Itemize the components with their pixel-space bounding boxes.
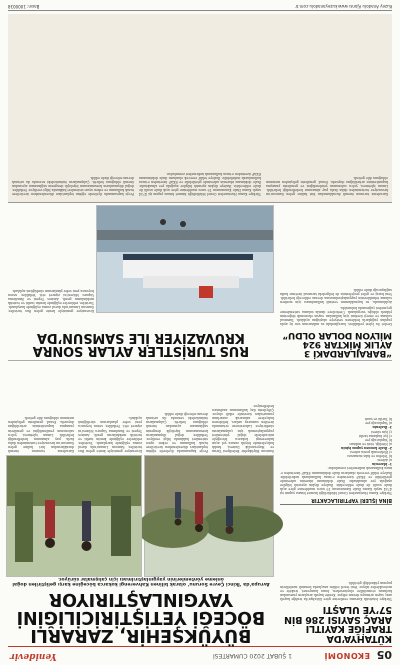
info-box-col-2: Türkiye Kamu Hastaneleri Genel Müdürlüğü hizmet binası yapım işi 4734 sayılı Kamu İhale Kanununun 19 uncu maddesine göre açık ihale usulü ile ihale edilecektir. İhaleye ilişkin ayrıntılı bilgiler aşağıda yer almaktadır. İhale dokümanı idarenin adresinde görülebilir ve EKAP üzerinden e-imza kullanılarak indirilebilir. İhaleye teklif verecek olanların ihale dokümanını EKAP üzerinden e-imza kullanarak indirmeleri zorunludur. [139, 171, 261, 196]
notice-line-11: a) Yapılacağı yer [365, 421, 392, 426]
notice-line-1: 1- İdarenin [372, 462, 392, 467]
ship-headline: RUS TURİSTLER AYLAR SONRA KRUVAZİYER İLE SAMSUN’DA [32, 329, 250, 358]
section-title: EKONOMİ [323, 651, 370, 660]
tender-notice [280, 364, 392, 505]
ship-story-header [8, 317, 274, 357]
traffic-headline: KÜTAHYA’DA TRAFİĞE KAYITLI ARAÇ SAYISI 286 BİN 57’YE ULAŞTI [284, 603, 392, 644]
main-article-col-1: Samsun Büyükşehir Belediyesi Tarım ve Hayvancılık Dairesi, fındık bahçelerinde büyük zarara yol açan kahverengi kokarca böceğiyle mücadelede doğal yöntemleri yaygınlaştırmak için çalışmalarını sürdürüyor. Laboratuvar ortamında üretilen samuray arıları, belirlenen bahçelere salınarak zararlının yumurtaları üzerinde etkili oluyor. Çiftçilerin ilaç kullanımını azaltması hedefleniyor. [212, 403, 274, 453]
info-box-col-3: Proje kapsamında ilçelerde eğitim toplantıları düzenlenirken üreticilere tuzak kullanımı ve erken uyarı sistemleri hakkında bilgi veriliyor. Yetkililer, doğal düşmanların korunmasının biyolojik dengenin sağlanması açısından önemli olduğunu belirtti. Çalışmaların önümüzdeki sezonda da artarak devam edeceği ifade edildi. [12, 175, 134, 196]
notice-line-8: c) İşe başlama tarihi [358, 433, 392, 438]
cruise-ship-photo [97, 206, 273, 312]
notice-line-6: a) Niteliği, türü ve miktarı [349, 441, 392, 446]
notice-line-2: a) Adresi [377, 458, 392, 463]
page-number: 05 [376, 648, 392, 661]
notice-body: Türkiye Kamu Hastaneleri Genel Müdürlüğü hizmet binası yapım işi 4734 sayılı Kamu İhale Kanununun 19 uncu maddesine göre açık ihale usulü ile ihale edilecektir. İhaleye ilişkin ayrıntılı bilgiler aşağıda yer almaktadır. İhale dokümanı idarenin adresinde görülebilir ve EKAP üzerinden e-imza kullanılarak indirilebilir. İhaleye teklif verecek olanların ihale dokümanını EKAP üzerinden e-imza kullanarak indirmeleri zorunludur. [280, 466, 392, 495]
info-box [8, 14, 392, 203]
baraj-body-1: Devlet Su İşleri yetkilileri, barajlardaki su miktarının son üç ayda yapılan yağışlarla beklenen seviyeye ulaştığını açıkladı. Tarımsal sulama ve enerji üretimi için kullanılan suyun ekonomik değerinin yüksek olduğu vurgulandı. Üreticilere damla sulama sistemlerine geçmeleri çağrısında bulunuldu. [280, 306, 392, 327]
notice-line-4: c) Elektronik posta adresi [350, 450, 392, 455]
footer-credit: Kuzey Anadolu Ajansı www.kuzeyanadolu.com.tr [295, 4, 392, 9]
greenhouse-photo [7, 456, 141, 576]
page-footer [8, 2, 392, 11]
main-headline: BÜYÜKŞEHİR, ZARARLI BÖCEĞİ YETİŞTİRİCİLİĞİNİ YAYGINLAŞTIRIYOR [16, 589, 266, 645]
field-workers-photo [145, 456, 273, 576]
info-box-col-1: Karadeniz turunun önemli duraklarından biri haline gelen Samsun’un kruvaziyer turizminden daha fazla pay almasının hedeflendiği belirtildi. Liman işletmesi, yolcu salonunun yenilendiğini ve gemilerin yanaşma kapasitesinin artırıldığını duyurdu. Esnaf, gemilerin gelişinden memnun olduğunu dile getirdi. [266, 175, 388, 196]
page-header [8, 646, 392, 661]
notice-line-9: ç) İşin süresi [371, 429, 392, 434]
newspaper-logo: Yenidevir [10, 651, 57, 661]
main-lead: Avrupa’da ‘İkinci Çevre Sorunu’ olarak bilinen Kahverengi kokarca böceğine karşı geliştirilen doğal önleme yöntemlerinin yaygınlaştırılması için çalışmalar sürüyor. [12, 576, 270, 587]
issue-date: 1 ŞUBAT 2020 CUMARTESİ [212, 652, 292, 659]
main-article-col-3: Kruvaziyer gemisiyle kente gelen Rus turistler, Samsun Limanı’nda davul zurna eşliğinde karşılandı. Turistler, rehberler eşliğinde kentin tarihi ve turistik mekânlarını gezdi, Amisos Tepesi ve Bandırma Vapuru Müzesi’ni ziyaret etti. Yetkililer, sezon boyunca yeni sefer planlarının sürdüğünü açıkladı. [78, 416, 142, 453]
ship-article-col: Kruvaziyer gemisiyle kente gelen Rus turistler, Samsun Limanı’nda davul zurna eşliğinde karşılandı. Turistler, rehberler eşliğinde kentin tarihi ve turistik mekânlarını gezdi, Amisos Tepesi ve Bandırma Vapuru Müzesi’ni ziyaret etti. Yetkililer, sezon boyunca yeni sefer planlarının sürdüğünü açıkladı. [8, 288, 94, 313]
notice-line-3: b) Telefon ve faks numarası [347, 454, 392, 459]
main-photo-2 [6, 455, 142, 577]
notice-line-12: b) Tarihi ve saati [364, 417, 392, 422]
footer-code: Basın: 1000038 [8, 4, 40, 9]
baraj-body-2: Açıklamada, su kaynaklarının verimli kullanılması için modern sulama tekniklerinin yaygınlaştırılmasına devam edileceği belirtildi. Yeni baraj ve gölet projelerinin de bölgedeki tarımsal üretime katkı sağlayacağı ifade edildi. [280, 287, 392, 305]
section-divider [8, 360, 392, 361]
main-article-col-2: Proje kapsamında ilçelerde eğitim toplantıları düzenlenirken üreticilere tuzak kullanımı ve erken uyarı sistemleri hakkında bilgi veriliyor. Yetkililer, doğal düşmanların korunmasının biyolojik dengenin sağlanması açısından önemli olduğunu belirtti. Çalışmaların önümüzdeki sezonda da artarak devam edeceği ifade edildi. [146, 412, 208, 453]
baraj-story [280, 207, 392, 357]
ship-photo [96, 205, 274, 313]
traffic-story [280, 507, 392, 643]
baraj-headline: “BARAJLARDAKİ 3 AYLIK MİKTAR 924 MİLYON DOLAR OLDU” [282, 329, 392, 358]
notice-title: BİNA İŞLERİ YAPTIRILACAKTIR [311, 497, 392, 502]
traffic-body: Türkiye İstatistik Kurumu verilerine göre Kütahya’da trafiğe kayıtlı araç sayısı artmaya devam ediyor. Kentte kayıtlı araçların yarısından fazlasını otomobiller oluştururken, bunu kamyonet, traktör ve motosikletler izliyor. Yeni tescil edilen araçlarda benzinli modellerin payının yükseldiği görüldü. [280, 580, 392, 602]
main-story-header [8, 576, 274, 645]
main-article-col-4: Karadeniz turunun önemli duraklarından biri haline gelen Samsun’un kruvaziyer turizminden daha fazla pay almasının hedeflendiği belirtildi. Liman işletmesi, yolcu salonunun yenilendiğini ve gemilerin yanaşma kapasitesinin artırıldığını duyurdu. Esnaf, gemilerin gelişinden memnun olduğunu dile getirdi. [8, 416, 74, 453]
notice-line-7: b) Yapılacağı yer [364, 437, 392, 442]
notice-line-10: 3- İhalenin [372, 425, 392, 430]
main-photo-1 [144, 455, 274, 577]
notice-line-5: 2- İhale konusu yapım işinin [341, 445, 392, 450]
